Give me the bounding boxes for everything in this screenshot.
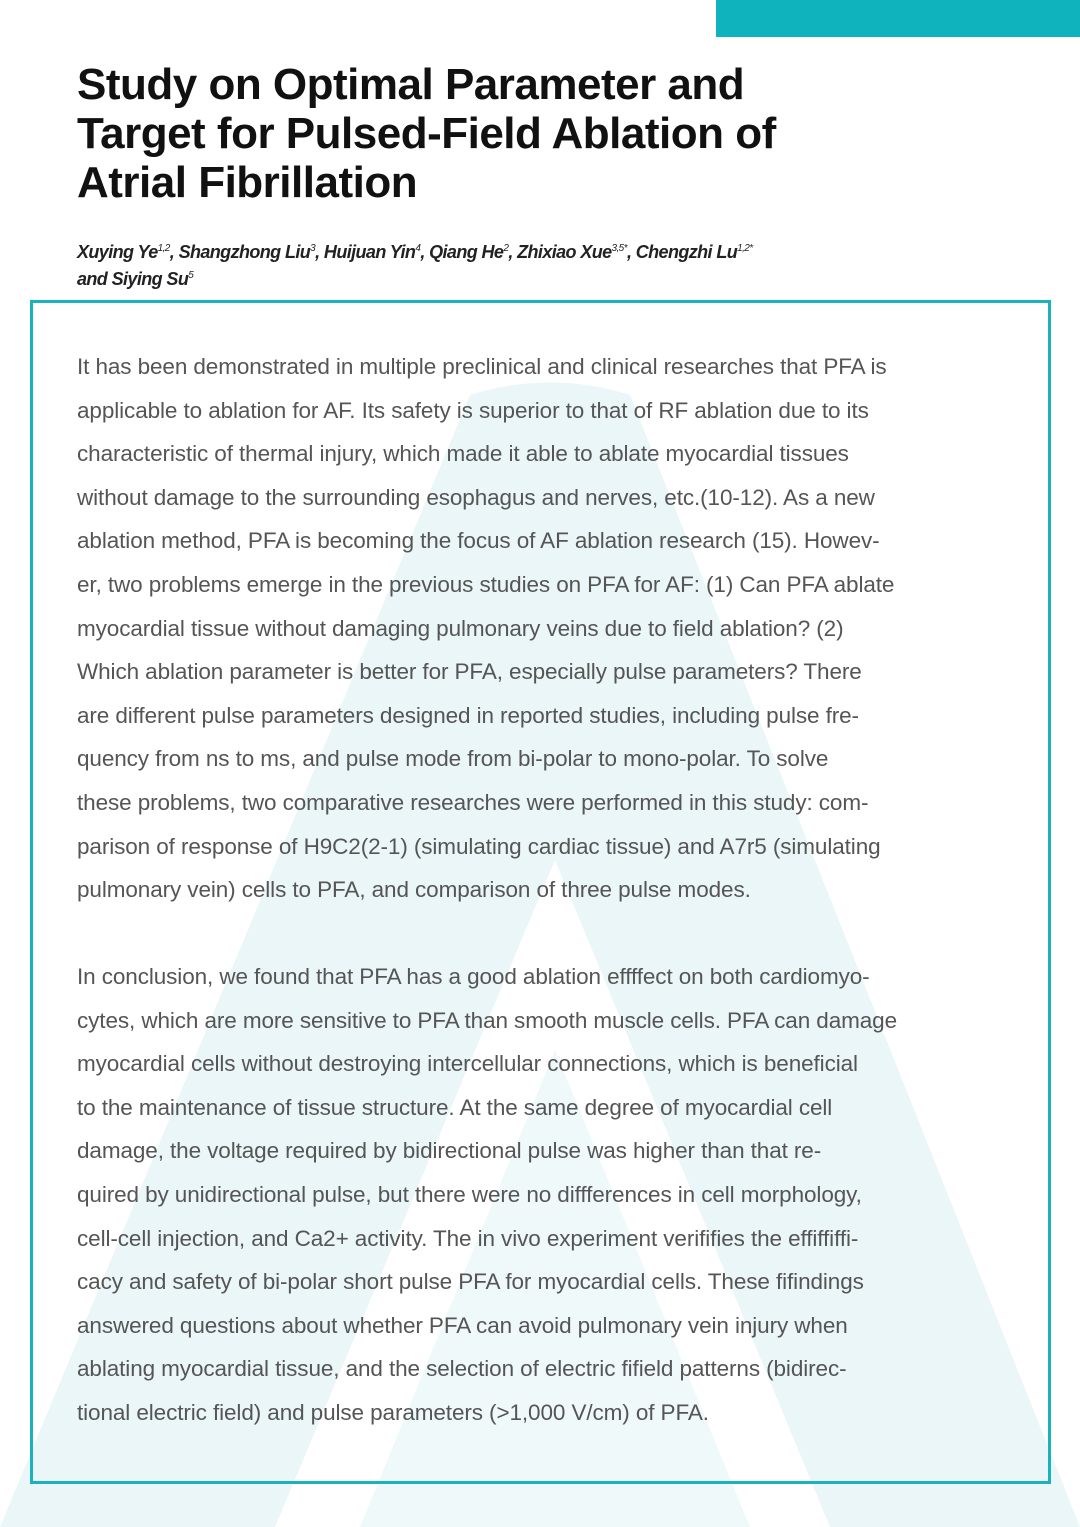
sep: , bbox=[420, 242, 430, 262]
title-line: Atrial Fibrillation bbox=[77, 158, 418, 207]
affiliation-sup: 5 bbox=[188, 270, 194, 281]
text-line: In conclusion, we found that PFA has a good ablation effffect on both cardiomyo- bbox=[77, 964, 870, 989]
text-line: characteristic of thermal injury, which made it able to ablate myocardial tissues bbox=[77, 441, 849, 467]
sep: , bbox=[626, 242, 636, 262]
text-line: to the maintenance of tissue structure. At the same degree of myocardial cell bbox=[77, 1094, 833, 1120]
text-line: answered questions about whether PFA can avoid pulmonary vein injury when bbox=[77, 1312, 848, 1338]
text-line: without damage to the surrounding esophagus and nerves, etc.(10-12). As a new bbox=[77, 484, 875, 510]
text-line: It has been demonstrated in multiple preclinical and clinical researches that PFA is bbox=[77, 354, 887, 379]
affiliation-sup: 3,5* bbox=[611, 243, 627, 254]
affiliation-sup: 4 bbox=[415, 243, 421, 254]
affiliation-sup: 1,2* bbox=[737, 243, 753, 254]
sep: , bbox=[169, 242, 179, 262]
author-name: Chengzhi Lu bbox=[635, 242, 738, 262]
title-line: Study on Optimal Parameter and bbox=[77, 60, 745, 109]
text-line: parison of response of H9C2(2-1) (simulating cardiac tissue) and A7r5 (simulating bbox=[77, 833, 881, 859]
affiliation-sup: 1,2 bbox=[157, 243, 170, 254]
text-line: myocardial cells without destroying intercellular connections, which is beneficial bbox=[77, 1051, 858, 1077]
text-line: er, two problems emerge in the previous studies on PFA for AF: (1) Can PFA ablate bbox=[77, 571, 895, 597]
text-line: pulmonary vein) cells to PFA, and comparison of three pulse modes. bbox=[77, 877, 751, 903]
affiliation-sup: 3 bbox=[310, 243, 316, 254]
text-line: cell-cell injection, and Ca2+ activity. The in vivo experiment verififies the effiffiffi- bbox=[77, 1225, 859, 1251]
text-line: are different pulse parameters designed in reported studies, including pulse fre- bbox=[77, 702, 859, 728]
text-line: ablating myocardial tissue, and the selection of electric fifield patterns (bidirec- bbox=[77, 1356, 847, 1382]
author-name: Shangzhong Liu bbox=[178, 242, 311, 262]
text-line: applicable to ablation for AF. Its safety is superior to that of RF ablation due to its bbox=[77, 397, 869, 423]
author-name: Qiang He bbox=[429, 242, 504, 262]
paragraph-intro bbox=[77, 345, 894, 912]
article-title bbox=[77, 60, 776, 207]
text-line: quired by unidirectional pulse, but there were no diffferences in cell morphology, bbox=[77, 1181, 862, 1207]
paragraph-conclusion bbox=[77, 955, 897, 1435]
author-name: Zhixiao Xue bbox=[517, 242, 612, 262]
text-line: cytes, which are more sensitive to PFA than smooth muscle cells. PFA can damage bbox=[77, 1007, 897, 1033]
title-line: Target for Pulsed-Field Ablation of bbox=[77, 109, 776, 158]
affiliation-sup: 2 bbox=[503, 243, 509, 254]
text-line: Which ablation parameter is better for PFA, especially pulse parameters? There bbox=[77, 659, 862, 685]
text-line: ablation method, PFA is becoming the focus of AF ablation research (15). Howev- bbox=[77, 528, 880, 554]
text-line: these problems, two comparative researches were performed in this study: com- bbox=[77, 789, 869, 815]
text-line: myocardial tissue without damaging pulmonary veins due to field ablation? (2) bbox=[77, 615, 844, 641]
text-line: damage, the voltage required by bidirectional pulse was higher than that re- bbox=[77, 1138, 822, 1164]
sep: , bbox=[315, 242, 324, 262]
author-name: Huijuan Yin bbox=[323, 242, 416, 262]
author-name: Xuying Ye bbox=[77, 242, 158, 262]
text-line: quency from ns to ms, and pulse mode from bi-polar to mono-polar. To solve bbox=[77, 746, 829, 772]
author-name: and Siying Su bbox=[77, 269, 189, 289]
text-line: cacy and safety of bi-polar short pulse PFA for myocardial cells. These fifindings bbox=[77, 1269, 864, 1295]
sep: , bbox=[508, 242, 518, 262]
text-line: tional electric field) and pulse parameters (>1,000 V/cm) of PFA. bbox=[77, 1399, 709, 1425]
author-list bbox=[77, 237, 753, 291]
